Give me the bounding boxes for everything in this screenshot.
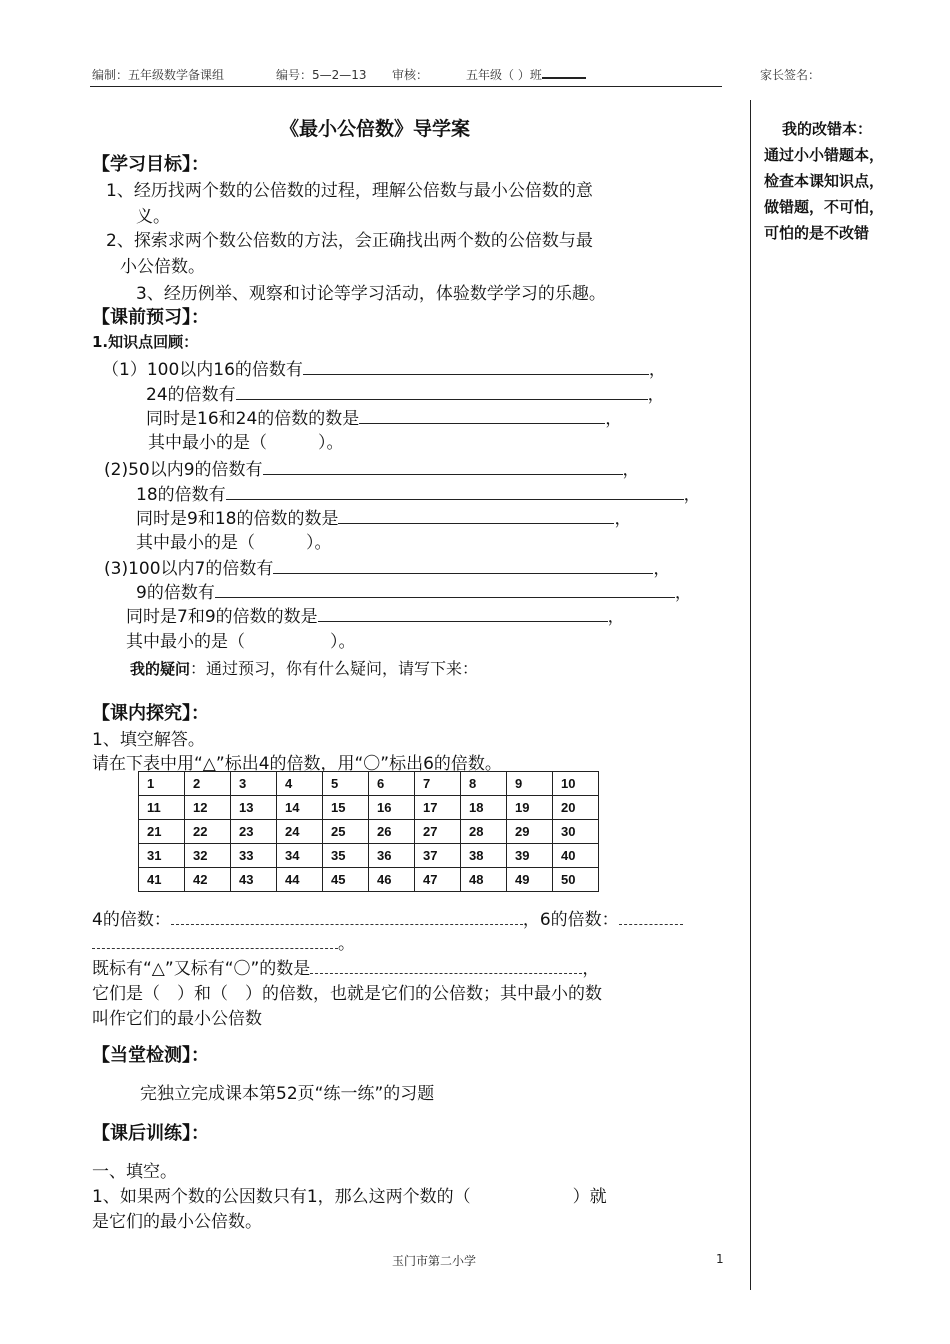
table-cell[interactable]: 4 <box>277 772 323 796</box>
table-row <box>139 796 599 820</box>
q2-line-a <box>104 455 640 480</box>
comma: ， <box>607 607 625 627</box>
q2-line-b <box>136 480 701 505</box>
comma: ， <box>653 559 671 579</box>
table-cell[interactable]: 32 <box>185 844 231 868</box>
table-cell[interactable]: 50 <box>553 868 599 892</box>
sidebar-line-2: 检查本课知识点， <box>764 172 885 190</box>
table-cell[interactable]: 25 <box>323 820 369 844</box>
q2-line-c <box>136 504 631 529</box>
column-divider <box>750 100 751 1290</box>
page-title: 《最小公倍数》导学案 <box>280 118 471 140</box>
table-cell[interactable]: 23 <box>231 820 277 844</box>
explore-subheading: 1、填空解答。 <box>92 730 205 750</box>
comma: ， <box>674 583 692 603</box>
table-cell[interactable]: 7 <box>415 772 461 796</box>
q3-c-blank[interactable] <box>318 606 608 622</box>
table-row <box>139 868 599 892</box>
goal-1-line-a: 1、经历找两个数的公倍数的过程，理解公倍数与最小公倍数的意 <box>106 181 593 201</box>
q1-line-a <box>102 355 666 380</box>
sidebar-line-4: 可怕的是不改错 <box>764 224 870 242</box>
goal-2-line-b: 小公倍数。 <box>120 257 205 277</box>
table-cell[interactable]: 45 <box>323 868 369 892</box>
multiples-4-label: 4的倍数： <box>92 910 171 930</box>
footer-school: 玉门市第二小学 <box>392 1254 477 1268</box>
comma: ， <box>622 460 640 480</box>
q3-a-blank[interactable] <box>273 558 653 574</box>
q3-line-c <box>126 602 625 627</box>
common-multiples-blank[interactable] <box>310 959 582 974</box>
table-cell[interactable]: 40 <box>553 844 599 868</box>
q2-line-d: 其中最小的是（ ）。 <box>136 533 332 553</box>
table-cell[interactable]: 41 <box>139 868 185 892</box>
q3-a-label: (3)100以内7的倍数有 <box>104 559 274 579</box>
header-class <box>466 66 586 83</box>
goals-heading: 【学习目标】： <box>92 154 209 175</box>
q3-line-a <box>104 554 670 579</box>
table-cell[interactable]: 43 <box>231 868 277 892</box>
table-cell[interactable]: 38 <box>461 844 507 868</box>
header-class-label: 五年级（ ）班 <box>466 68 542 82</box>
table-cell[interactable]: 27 <box>415 820 461 844</box>
after-heading: 【课后训练】： <box>92 1123 209 1144</box>
goal-3: 3、经历例举、观察和讨论等学习活动，体验数学学习的乐趣。 <box>136 284 606 304</box>
common-multiples-line <box>92 954 599 979</box>
q1-line-b <box>146 380 665 405</box>
table-cell[interactable]: 48 <box>461 868 507 892</box>
table-cell[interactable]: 31 <box>139 844 185 868</box>
number-grid <box>138 771 599 892</box>
table-cell[interactable]: 10 <box>553 772 599 796</box>
q3-c-label: 同时是7和9的倍数的数是 <box>126 607 318 627</box>
preview-subheading: 1.知识点回顾： <box>92 333 199 351</box>
table-cell[interactable]: 6 <box>369 772 415 796</box>
q1-line-c <box>146 404 622 429</box>
table-cell[interactable]: 22 <box>185 820 231 844</box>
table-cell[interactable]: 47 <box>415 868 461 892</box>
conclusion-line-b: 叫作它们的最小公倍数 <box>92 1009 262 1029</box>
header-editor: 编制：五年级数学备课组 <box>92 68 225 82</box>
table-cell[interactable]: 12 <box>185 796 231 820</box>
comma: ， <box>683 485 701 505</box>
multiples-line <box>92 905 683 930</box>
table-row <box>139 772 599 796</box>
multiples-6-label: ，6的倍数： <box>522 910 619 930</box>
table-cell[interactable]: 42 <box>185 868 231 892</box>
preview-heading: 【课前预习】： <box>92 307 209 328</box>
q1-a-blank[interactable] <box>303 359 649 375</box>
class-blank[interactable] <box>542 66 586 79</box>
parent-signature: 家长签名： <box>760 68 821 82</box>
table-cell[interactable]: 16 <box>369 796 415 820</box>
header-rule <box>90 86 722 87</box>
comma: ， <box>614 509 632 529</box>
table-cell[interactable]: 33 <box>231 844 277 868</box>
after-q1-line-b: 是它们的最小公倍数。 <box>92 1212 262 1232</box>
explore-heading: 【课内探究】： <box>92 703 209 724</box>
conclusion-line-a: 它们是（ ）和（ ）的倍数，也就是它们的公倍数；其中最小的数 <box>92 984 602 1004</box>
comma: ， <box>647 385 665 405</box>
multiples-6-blank-cont[interactable] <box>92 934 338 949</box>
sidebar-line-1: 通过小小错题本， <box>764 146 885 164</box>
table-cell[interactable]: 11 <box>139 796 185 820</box>
multiples-4-blank[interactable] <box>171 910 523 925</box>
q2-a-blank[interactable] <box>263 459 623 475</box>
table-cell[interactable]: 24 <box>277 820 323 844</box>
table-cell[interactable]: 34 <box>277 844 323 868</box>
table-cell[interactable]: 5 <box>323 772 369 796</box>
table-cell[interactable]: 29 <box>507 820 553 844</box>
table-cell[interactable]: 44 <box>277 868 323 892</box>
check-text: 完独立完成课本第52页“练一练”的习题 <box>140 1084 435 1104</box>
table-cell[interactable]: 8 <box>461 772 507 796</box>
sidebar-title: 我的改错本： <box>782 120 873 138</box>
q3-line-b <box>136 578 692 603</box>
q2-b-blank[interactable] <box>226 484 684 500</box>
after-q1-line-a: 1、如果两个数的公因数只有1，那么这两个数的（ ）就 <box>92 1187 607 1207</box>
header-number: 编号：5—2—13 <box>276 68 367 82</box>
multiples-line-continued <box>92 929 355 954</box>
after-subheading: 一、填空。 <box>92 1162 177 1182</box>
goal-2-line-a: 2、探索求两个数公倍数的方法，会正确找出两个数的公倍数与最 <box>106 231 593 251</box>
q2-b-label: 18的倍数有 <box>136 485 226 505</box>
q1-c-blank[interactable] <box>359 408 605 424</box>
table-cell[interactable]: 21 <box>139 820 185 844</box>
table-cell[interactable]: 1 <box>139 772 185 796</box>
sidebar-line-3: 做错题，不可怕， <box>764 198 885 216</box>
table-cell[interactable]: 9 <box>507 772 553 796</box>
q2-c-label: 同时是9和18的倍数的数是 <box>136 509 339 529</box>
check-heading: 【当堂检测】： <box>92 1045 209 1066</box>
page-number: 1 <box>716 1252 724 1266</box>
comma: ， <box>582 959 600 979</box>
multiples-6-blank[interactable] <box>619 910 683 925</box>
table-cell[interactable]: 15 <box>323 796 369 820</box>
table-cell[interactable]: 39 <box>507 844 553 868</box>
table-cell[interactable]: 46 <box>369 868 415 892</box>
comma: ， <box>648 360 666 380</box>
table-cell[interactable]: 13 <box>231 796 277 820</box>
table-cell[interactable]: 36 <box>369 844 415 868</box>
q3-b-label: 9的倍数有 <box>136 583 215 603</box>
q1-b-blank[interactable] <box>236 384 648 400</box>
header-review: 审核： <box>392 68 429 82</box>
goal-1-line-b: 义。 <box>136 207 170 227</box>
table-cell[interactable]: 14 <box>277 796 323 820</box>
my-questions <box>130 656 478 679</box>
q3-line-d: 其中最小的是（ ）。 <box>126 632 356 652</box>
table-cell[interactable]: 37 <box>415 844 461 868</box>
q1-b-label: 24的倍数有 <box>146 385 236 405</box>
table-cell[interactable]: 49 <box>507 868 553 892</box>
table-cell[interactable]: 26 <box>369 820 415 844</box>
table-row <box>139 820 599 844</box>
table-cell[interactable]: 30 <box>553 820 599 844</box>
q2-a-label: (2)50以内9的倍数有 <box>104 460 263 480</box>
q2-c-blank[interactable] <box>338 508 614 524</box>
q1-c-label: 同时是16和24的倍数的数是 <box>146 409 360 429</box>
my-questions-text: ：通过预习，你有什么疑问，请写下来： <box>190 659 479 678</box>
q3-b-blank[interactable] <box>215 582 675 598</box>
q1-a-label: （1）100以内16的倍数有 <box>102 360 303 380</box>
table-cell[interactable]: 19 <box>507 796 553 820</box>
table-cell[interactable]: 3 <box>231 772 277 796</box>
explore-instruction: 请在下表中用“△”标出4的倍数，用“〇”标出6的倍数。 <box>92 754 502 774</box>
my-questions-label: 我的疑问 <box>130 660 191 678</box>
table-cell[interactable]: 20 <box>553 796 599 820</box>
end-mark: 。 <box>338 934 355 954</box>
q1-line-d: 其中最小的是（ ）。 <box>148 433 344 453</box>
table-cell[interactable]: 28 <box>461 820 507 844</box>
table-cell[interactable]: 2 <box>185 772 231 796</box>
comma: ， <box>605 409 623 429</box>
table-row <box>139 844 599 868</box>
table-cell[interactable]: 17 <box>415 796 461 820</box>
common-multiples-label: 既标有“△”又标有“〇”的数是 <box>92 959 311 979</box>
table-cell[interactable]: 18 <box>461 796 507 820</box>
table-cell[interactable]: 35 <box>323 844 369 868</box>
